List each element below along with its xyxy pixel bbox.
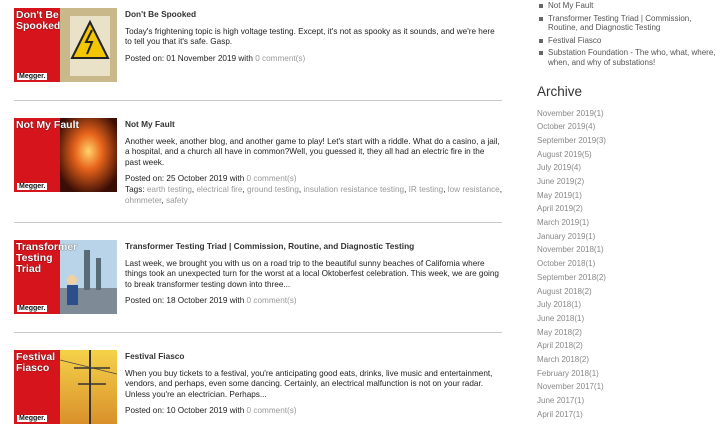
- tag-link[interactable]: IR testing: [408, 184, 444, 194]
- thumbnail-title: Festival Fiasco: [16, 351, 56, 374]
- post-title[interactable]: Don't Be Spooked: [125, 9, 197, 19]
- archive-link[interactable]: January 2019(1): [537, 231, 596, 241]
- recent-post-link[interactable]: Not My Fault: [537, 1, 717, 11]
- comments-link[interactable]: 0 comment(s): [255, 53, 306, 63]
- megger-logo: Megger.: [19, 73, 46, 80]
- archive-link[interactable]: June 2018(1): [537, 313, 585, 323]
- archive-link[interactable]: February 2018(1): [537, 368, 599, 378]
- post-meta: Posted on: 18 October 2019 with 0 comment(s): [125, 296, 297, 306]
- thumbnail-title: Don't Be Spooked: [16, 9, 61, 32]
- blog-post: [14, 0, 502, 101]
- blog-post: [14, 101, 502, 223]
- tag-link[interactable]: insulation resistance testing: [303, 184, 405, 194]
- blog-post: [14, 333, 502, 429]
- tag-link[interactable]: earth testing: [146, 184, 192, 194]
- megger-logo: Megger.: [19, 305, 46, 312]
- archive-link[interactable]: August 2018(2): [537, 286, 592, 296]
- post-excerpt: Today's frightening topic is high voltage testing. Except, it's not as spooky as it sounds, and we're here to tell you that it's safe. Gasp.: [125, 26, 495, 47]
- archive-link[interactable]: August 2019(5): [537, 149, 592, 159]
- recent-post-link[interactable]: Festival Fiasco: [537, 36, 717, 46]
- archive-link[interactable]: July 2018(1): [537, 300, 582, 310]
- post-title[interactable]: Not My Fault: [125, 119, 175, 129]
- tag-link[interactable]: electrical fire: [196, 184, 243, 194]
- post-tags: Tags: earth testing, electrical fire, ground testing, insulation resistance testing, IR testing, low resistance, ohmmeter, safety: [125, 184, 502, 205]
- archive-link[interactable]: April 2018(2): [537, 341, 583, 351]
- post-thumbnail[interactable]: [14, 8, 117, 82]
- recent-post-link[interactable]: Substation Foundation - The who, what, where, when, and why of substations!: [537, 48, 717, 67]
- archive-link[interactable]: June 2019(2): [537, 177, 585, 186]
- post-thumbnail[interactable]: [14, 118, 117, 192]
- archive-link[interactable]: September 2018(2): [537, 272, 606, 282]
- archive-link[interactable]: June 2017(1): [537, 396, 585, 405]
- post-excerpt: Last week, we brought you with us on a road trip to the beautiful sunny beaches of California where things took an unexpected turn for the worst at a local Oktoberfest celebration. This week, we are going to break transformer testing down into three...: [125, 258, 499, 289]
- blog-post-list: [14, 0, 502, 429]
- post-excerpt: Another week, another blog, and another game to play! Let's start with a riddle. What do a casino, a jail, a hospital, and a church all have in common?Well, you guessed it, they all had an electric fire in the past week.: [125, 136, 500, 167]
- recent-post-link[interactable]: Transformer Testing Triad | Commission, Routine, and Diagnostic Testing: [537, 14, 717, 33]
- post-title[interactable]: Festival Fiasco: [125, 351, 185, 361]
- archive-link[interactable]: October 2019(4): [537, 122, 596, 132]
- post-thumbnail[interactable]: [14, 240, 117, 314]
- post-meta: Posted on: 10 October 2019 with 0 comment(s): [125, 406, 297, 416]
- comments-link[interactable]: 0 comment(s): [246, 296, 297, 306]
- archive-list: [537, 107, 717, 422]
- tag-link[interactable]: ground testing: [247, 184, 299, 194]
- post-thumbnail[interactable]: [14, 350, 117, 424]
- sidebar: [537, 0, 717, 421]
- archive-link[interactable]: May 2019(1): [537, 190, 582, 200]
- recent-posts-list: [537, 1, 717, 68]
- post-excerpt: When you buy tickets to a festival, you're anticipating good eats, drinks, live music and entertainment, vendors, and perhaps, even some dancing. Certainly, an electrical malfunction is not on your radar. Unless you're an electrician. Perhaps...: [125, 368, 493, 399]
- archive-link[interactable]: April 2017(1): [537, 409, 583, 419]
- archive-link[interactable]: November 2018(1): [537, 245, 604, 255]
- megger-logo: Megger.: [19, 183, 46, 190]
- archive-link[interactable]: September 2019(3): [537, 135, 606, 145]
- tag-link[interactable]: safety: [165, 195, 188, 205]
- tag-link[interactable]: ohmmeter: [125, 195, 162, 205]
- archive-link[interactable]: May 2018(2): [537, 327, 582, 337]
- megger-logo: Megger.: [19, 415, 46, 422]
- archive-link[interactable]: October 2018(1): [537, 259, 596, 269]
- comments-link[interactable]: 0 comment(s): [246, 406, 297, 416]
- post-meta: Posted on: 01 November 2019 with 0 comment(s): [125, 53, 306, 63]
- blog-post: [14, 223, 502, 333]
- archive-link[interactable]: April 2019(2): [537, 204, 583, 214]
- archive-link[interactable]: March 2019(1): [537, 218, 590, 228]
- post-meta: Posted on: 25 October 2019 with 0 comment(s): [125, 174, 297, 184]
- thumbnail-title: Transformer Testing Triad: [16, 241, 78, 275]
- post-title[interactable]: Transformer Testing Triad | Commission, Routine, and Diagnostic Testing: [125, 241, 415, 251]
- archive-link[interactable]: July 2019(4): [537, 163, 582, 173]
- archive-link[interactable]: November 2019(1): [537, 108, 604, 118]
- archive-link[interactable]: March 2018(2): [537, 354, 590, 364]
- tag-link[interactable]: low resistance: [447, 184, 500, 194]
- archive-heading: Archive: [537, 83, 583, 99]
- thumbnail-title: Not My Fault: [16, 119, 79, 131]
- archive-link[interactable]: November 2017(1): [537, 382, 604, 392]
- comments-link[interactable]: 0 comment(s): [246, 174, 297, 184]
